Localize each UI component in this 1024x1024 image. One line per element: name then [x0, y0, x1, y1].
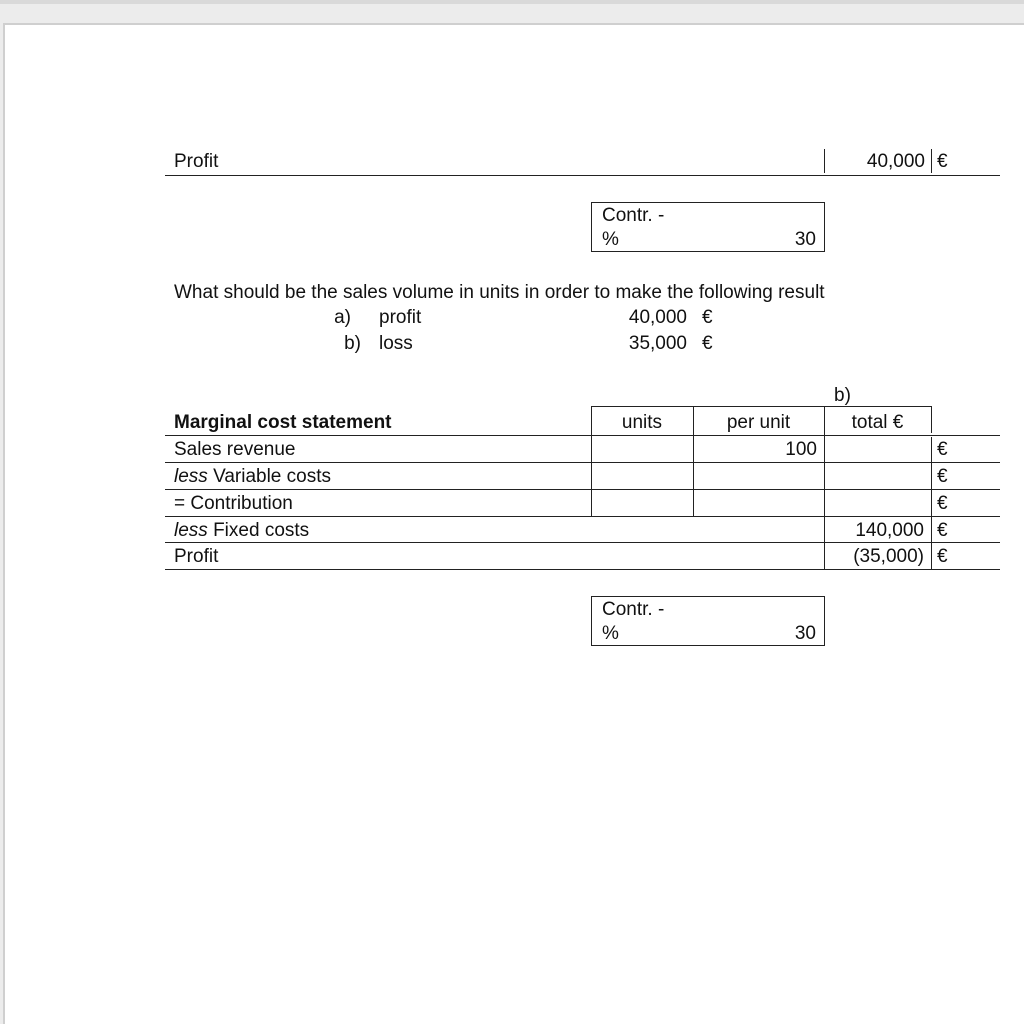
document-page — [3, 23, 1024, 1024]
top-profit-underline — [165, 175, 1000, 176]
header-total: total € — [851, 412, 904, 433]
row-label — [174, 546, 218, 568]
row-label — [174, 493, 293, 515]
currency-col-border — [931, 437, 932, 570]
top-divider — [824, 149, 825, 173]
row-text: Fixed costs — [207, 520, 310, 541]
top-contr-box — [591, 202, 825, 252]
row-rule — [165, 569, 1000, 570]
top-profit-currency: € — [937, 151, 948, 172]
row-total: 140,000 — [855, 520, 924, 541]
contr-percent-label: % — [602, 229, 619, 250]
row-currency: € — [937, 546, 948, 567]
statement-title: Marginal cost statement — [174, 412, 392, 433]
question-item-label: loss — [379, 333, 413, 354]
row-rule — [165, 516, 1000, 517]
top-profit-label: Profit — [174, 151, 219, 172]
question-item-currency: € — [702, 307, 713, 328]
question-item-currency: € — [702, 333, 713, 354]
row-total: (35,000) — [853, 546, 924, 567]
row-rule — [165, 462, 1000, 463]
row-currency: € — [937, 439, 948, 460]
row-currency: € — [937, 520, 948, 541]
row-per-unit: 100 — [785, 439, 817, 460]
contr-value: 30 — [794, 623, 816, 644]
row-rule — [165, 489, 1000, 490]
row-currency: € — [937, 466, 948, 487]
header-per-unit: per unit — [726, 412, 791, 433]
question-text: What should be the sales volume in units in order to make the following result — [174, 282, 825, 303]
contr-label: Contr. - — [602, 599, 665, 620]
top-divider — [931, 149, 932, 173]
question-item-value: 40,000 — [628, 307, 687, 328]
question-item-label: profit — [379, 307, 422, 328]
row-label — [174, 439, 295, 461]
row-label — [174, 466, 331, 488]
row-label — [174, 520, 309, 542]
header-units: units — [621, 412, 663, 433]
row-text: Sales revenue — [174, 439, 296, 460]
row-rule — [165, 542, 1000, 543]
header-right-border — [931, 406, 932, 433]
contr-percent-label: % — [602, 623, 619, 644]
bottom-contr-box — [591, 596, 825, 646]
window-top-border — [0, 0, 1024, 4]
question-item-value: 35,000 — [628, 333, 687, 354]
contr-value: 30 — [794, 229, 816, 250]
contr-label: Contr. - — [602, 205, 665, 226]
question-item-marker: b) — [344, 333, 361, 354]
row-text: Profit — [174, 546, 219, 567]
header-top-border — [591, 406, 931, 407]
row-text: Variable costs — [207, 466, 331, 487]
row-rule — [165, 435, 1000, 436]
row-prefix: less — [174, 520, 208, 541]
top-profit-value: 40,000 — [866, 151, 925, 172]
section-tag: b) — [834, 385, 851, 406]
row-prefix: less — [174, 466, 208, 487]
row-currency: € — [937, 493, 948, 514]
row-text: = Contribution — [174, 493, 293, 514]
question-item-marker: a) — [334, 307, 351, 328]
